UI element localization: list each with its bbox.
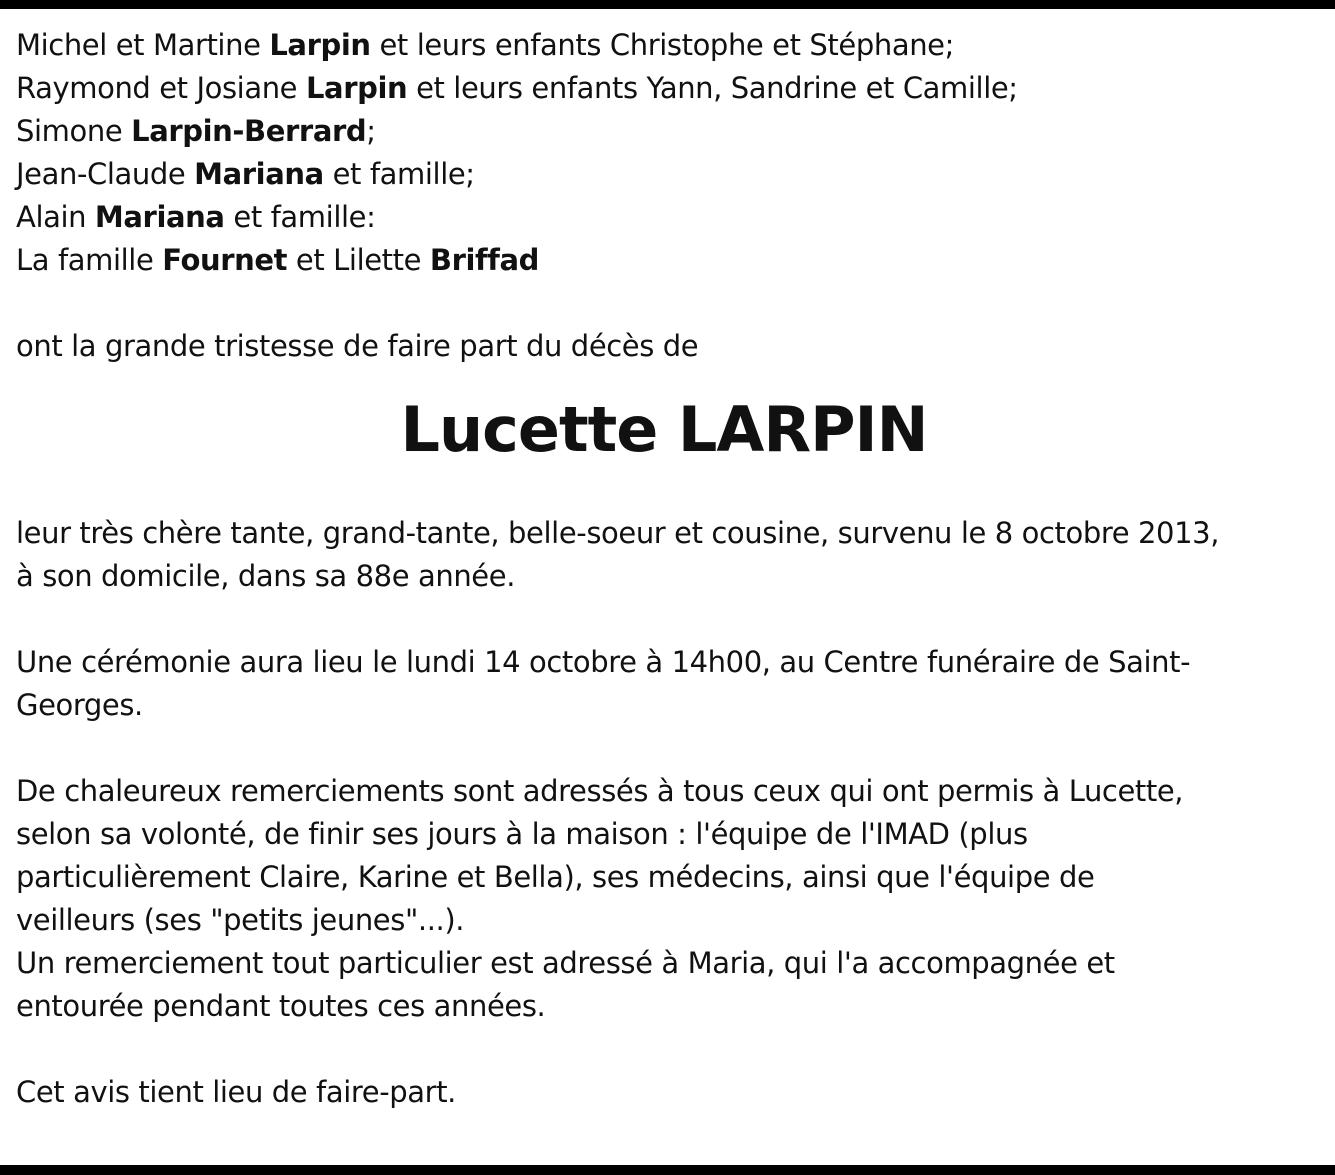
family-surname: Mariana [94, 200, 225, 234]
bottom-rule [0, 1165, 1335, 1175]
family-surname: Larpin [269, 28, 371, 62]
top-rule [0, 0, 1335, 9]
family-list [16, 24, 1326, 282]
ceremony-info: Une cérémonie aura lieu le lundi 14 octobre à 14h00, au Centre funéraire de Saint- Georges. [16, 645, 1191, 722]
family-line: Raymond et Josiane Larpin et leurs enfants Yann, Sandrine et Camille; [16, 71, 1018, 105]
family-surname: Fournet [162, 243, 288, 277]
family-line: Simone Larpin-Berrard; [16, 114, 376, 148]
announcement: ont la grande tristesse de faire part du décès de [16, 329, 699, 363]
closing-note: Cet avis tient lieu de faire-part. [16, 1075, 456, 1109]
family-surname: Mariana [194, 157, 324, 191]
family-line: Alain Mariana et famille: [16, 200, 376, 234]
family-surname: Larpin [305, 71, 408, 105]
deceased-name: Lucette LARPIN [400, 393, 928, 466]
family-line: Jean-Claude Mariana et famille; [16, 157, 475, 191]
family-line: Michel et Martine Larpin et leurs enfants Christophe et Stéphane; [16, 28, 954, 62]
family-line: La famille Fournet et Lilette Briffad [16, 243, 539, 277]
family-surname: Briffad [429, 243, 539, 277]
family-surname: Larpin-Berrard [131, 114, 367, 148]
thanks-paragraph: De chaleureux remerciements sont adressés à tous ceux qui ont permis à Lucette, selon sa volonté, de finir ses jours à la maison : l'équipe de l'IMAD (plus particulièrement Claire, Karine et Bella), ses médecins, ainsi que l'équipe de veilleurs (ses "petits jeunes"...). Un remerciement tout particulier est adressé à Maria, qui l'a accompagnée et entourée pendant toutes ces années. [16, 774, 1184, 1023]
obituary-notice [16, 24, 1326, 1114]
death-details: leur très chère tante, grand-tante, belle-soeur et cousine, survenu le 8 octobre 2013, à son domicile, dans sa 88e année. [16, 516, 1220, 593]
